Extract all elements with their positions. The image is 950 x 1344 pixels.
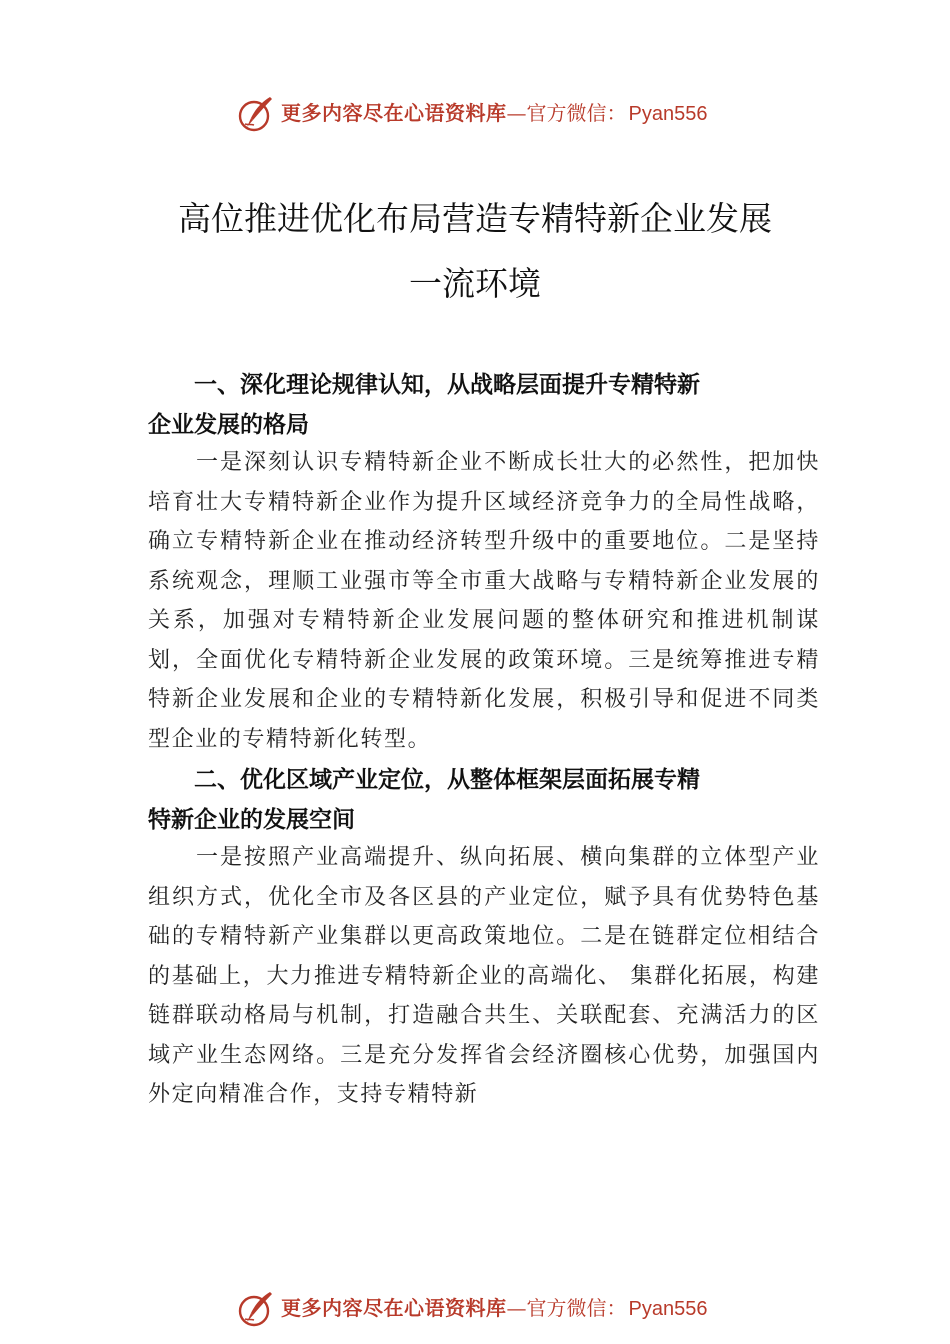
watermark-main-text: 更多内容尽在心语资料库 [281,1296,507,1320]
section-heading-2 [148,760,828,840]
watermark-main-text: 更多内容尽在心语资料库 [281,101,507,125]
watermark-dash-text: —官方微信： [506,1296,627,1320]
watermark-wechat-id: Pyan556 [628,103,708,125]
section-heading-1 [148,365,828,445]
quill-logo-icon [236,94,276,134]
section-heading-1-line2: 企业发展的格局 [148,412,309,438]
section-heading-1-line1: 一、深化理论规律认知，从战略层面提升专精特新 [194,372,700,398]
section-heading-2-line2: 特新企业的发展空间 [148,807,355,833]
watermark-wechat-id: Pyan556 [628,1298,708,1320]
footer-watermark-text [281,1295,707,1322]
document-title-line1: 高位推进优化布局营造专精特新企业发展 [178,199,772,238]
header-watermark-banner [0,92,950,136]
header-watermark-text [281,100,707,127]
section-body-2: 一是按照产业高端提升、纵向拓展、横向集群的立体型产业组织方式，优化全市及各区县的产业定位，赋予具有优势特色基础的专精特新产业集群以更高政策地位。二是在链群定位相结合的基础上，大力推进专精特新企业的高端化、 集群化拓展，构建链群联动格局与机制，打造融合共生、关联配套、充满活力的区域产业生态网络。三是充分发挥省会经济圈核心优势，加强国内外定向精准合作，支持专精特新 [148,845,820,1107]
watermark-dash-text: —官方微信： [506,101,627,125]
section-body-1: 一是深刻认识专精特新企业不断成长壮大的必然性，把加快培育壮大专精特新企业作为提升区域经济竞争力的全局性战略，确立专精特新企业在推动经济转型升级中的重要地位。二是坚持系统观念，理顺工业强市等全市重大战略与专精特新企业发展的关系，加强对专精特新企业发展问题的整体研究和推进机制谋划，全面优化专精特新企业发展的政策环境。三是统筹推进专精特新企业发展和企业的专精特新化发展，积极引导和促进不同类型企业的专精特新化转型。 [148,450,820,752]
section-heading-2-line1: 二、优化区域产业定位，从整体框架层面拓展专精 [194,767,700,793]
footer-watermark-banner [0,1287,950,1331]
quill-logo-icon [236,1289,276,1329]
document-title-line2: 一流环境 [409,264,541,303]
